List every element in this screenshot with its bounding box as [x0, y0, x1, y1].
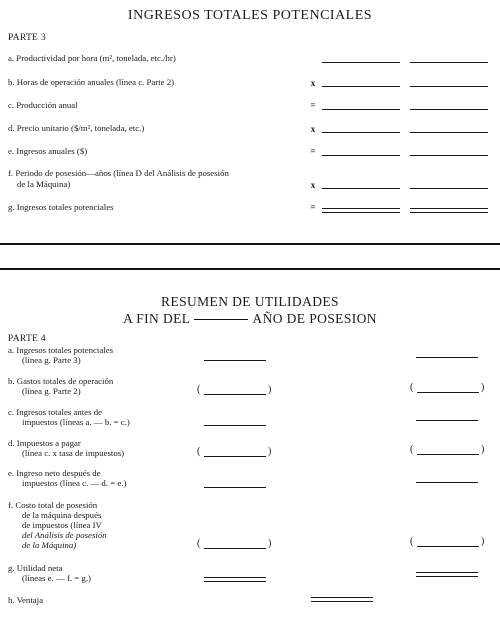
part4-item-b-label-line1: b. Gastos totales de operación [8, 376, 114, 386]
part4-item-d-label-line1: d. Impuestos a pagar [8, 438, 81, 448]
part3-item-c-label: c. Producción anual [8, 100, 78, 110]
part3-item-g-field1[interactable] [322, 208, 400, 213]
part4-item-g-label-line2: (líneas e. — f. = g.) [22, 573, 91, 583]
part3-item-b-field2[interactable] [410, 86, 488, 87]
part4-item-f-label-line5: de la Máquina) [22, 540, 77, 550]
part4-item-h-label: h. Ventaja [8, 595, 44, 605]
section-divider-top [0, 243, 500, 245]
part4-item-b-label-line2: (línea g. Parte 2) [22, 386, 81, 396]
part4-item-f-field2[interactable] [417, 546, 479, 547]
part4-item-f-label-line3: de impuestos (línea IV [22, 520, 102, 530]
part3-item-f-field1[interactable] [322, 188, 400, 189]
part4-item-d-field1[interactable] [204, 456, 266, 457]
part3-heading: PARTE 3 [8, 33, 46, 43]
part4-item-f-paren-close-1: ) [268, 538, 272, 549]
part3-item-g-field2[interactable] [410, 208, 488, 213]
part4-item-a-field1[interactable] [204, 360, 266, 361]
part4-item-e-label-line2: impuestos (línea c. — d. = e.) [22, 478, 127, 488]
part4-item-c-field2[interactable] [416, 420, 478, 421]
part3-item-f-operator: x [310, 180, 316, 190]
part4-item-b-paren-close-1: ) [268, 384, 272, 395]
part4-item-f-paren-open-2: ( [410, 536, 414, 547]
part3-item-c-field2[interactable] [410, 109, 488, 110]
part4-item-e-label-line1: e. Ingreso neto después de [8, 468, 101, 478]
part3-item-d-field2[interactable] [410, 132, 488, 133]
part3-item-d-field1[interactable] [322, 132, 400, 133]
part4-item-e-field2[interactable] [416, 482, 478, 483]
part3-item-f-field2[interactable] [410, 188, 488, 189]
part4-item-a-field2[interactable] [416, 357, 478, 358]
part4-item-d-paren-open-1: ( [197, 446, 201, 457]
part4-item-b-paren-close-2: ) [481, 382, 485, 393]
part4-item-b-field2[interactable] [417, 392, 479, 393]
part4-item-d-paren-close-2: ) [481, 444, 485, 455]
part3-item-b-label: b. Horas de operación anuales (línea c. Parte 2) [8, 77, 175, 87]
part4-item-b-paren-open-1: ( [197, 384, 201, 395]
part4-item-c-field1[interactable] [204, 425, 266, 426]
part3-item-e-field2[interactable] [410, 155, 488, 156]
part4-item-a-label-line1: a. Ingresos totales potenciales [8, 345, 114, 355]
part4-item-h-field[interactable] [311, 597, 373, 602]
part4-item-f-paren-open-1: ( [197, 538, 201, 549]
part3-item-g-operator: = [310, 202, 316, 212]
part4-title-line2 [0, 311, 500, 326]
year-blank-field[interactable] [194, 319, 248, 320]
part4-title-line1: RESUMEN DE UTILIDADES [161, 294, 339, 309]
part4-item-f-paren-close-2: ) [481, 536, 485, 547]
part3-item-g-label: g. Ingresos totales potenciales [8, 202, 114, 212]
part4-item-g-label-line1: g. Utilidad neta [8, 563, 63, 573]
part3-item-f-label-line1: f. Periodo de posesión—años (línea D del Análisis de posesión [8, 168, 229, 178]
part4-item-d-label-line2: (línea c. x tasa de impuestos) [22, 448, 125, 458]
part4-title-prefix: A FIN DEL [123, 311, 191, 326]
part3-item-d-label: d. Precio unitario ($/m², tonelada, etc.) [8, 123, 145, 133]
part4-item-c-label-line1: c. Ingresos totales antes de [8, 407, 103, 417]
part4-item-f-label-line4: del Análisis de posesión [22, 530, 107, 540]
part3-item-b-operator: x [310, 78, 316, 88]
part3-item-b-field1[interactable] [322, 86, 400, 87]
part4-item-a-label-line2: (línea g. Parte 3) [22, 355, 81, 365]
part4-item-g-field2[interactable] [416, 572, 478, 577]
part4-item-f-label-line1: f. Costo total de posesión [8, 500, 98, 510]
part4-item-b-field1[interactable] [204, 394, 266, 395]
part4-item-f-field1[interactable] [204, 548, 266, 549]
part4-title-suffix: AÑO DE POSESION [252, 311, 377, 326]
part4-item-d-paren-open-2: ( [410, 444, 414, 455]
part3-item-d-operator: x [310, 124, 316, 134]
part4-item-d-field2[interactable] [417, 454, 479, 455]
part3-item-a-field1[interactable] [322, 62, 400, 63]
part3-item-e-field1[interactable] [322, 155, 400, 156]
part4-item-e-field1[interactable] [204, 487, 266, 488]
part3-item-a-label: a. Productividad por hora (m², tonelada, etc./hr) [8, 53, 176, 63]
part3-item-c-field1[interactable] [322, 109, 400, 110]
part4-item-b-paren-open-2: ( [410, 382, 414, 393]
part4-item-g-field1[interactable] [204, 577, 266, 582]
part3-item-e-label: e. Ingresos anuales ($) [8, 146, 88, 156]
part3-item-a-field2[interactable] [410, 62, 488, 63]
part4-item-f-label-line2: de la máquina después [22, 510, 102, 520]
part4-heading: PARTE 4 [8, 334, 46, 344]
part4-item-c-label-line2: impuestos (líneas a. — b. = c.) [22, 417, 130, 427]
part3-title: INGRESOS TOTALES POTENCIALES [127, 8, 373, 23]
part3-item-e-operator: = [310, 146, 316, 156]
part4-item-d-paren-close-1: ) [268, 446, 272, 457]
part3-item-f-label-line2: de la Máquina) [17, 179, 71, 189]
section-divider-bottom [0, 268, 500, 270]
part3-item-c-operator: = [310, 100, 316, 110]
